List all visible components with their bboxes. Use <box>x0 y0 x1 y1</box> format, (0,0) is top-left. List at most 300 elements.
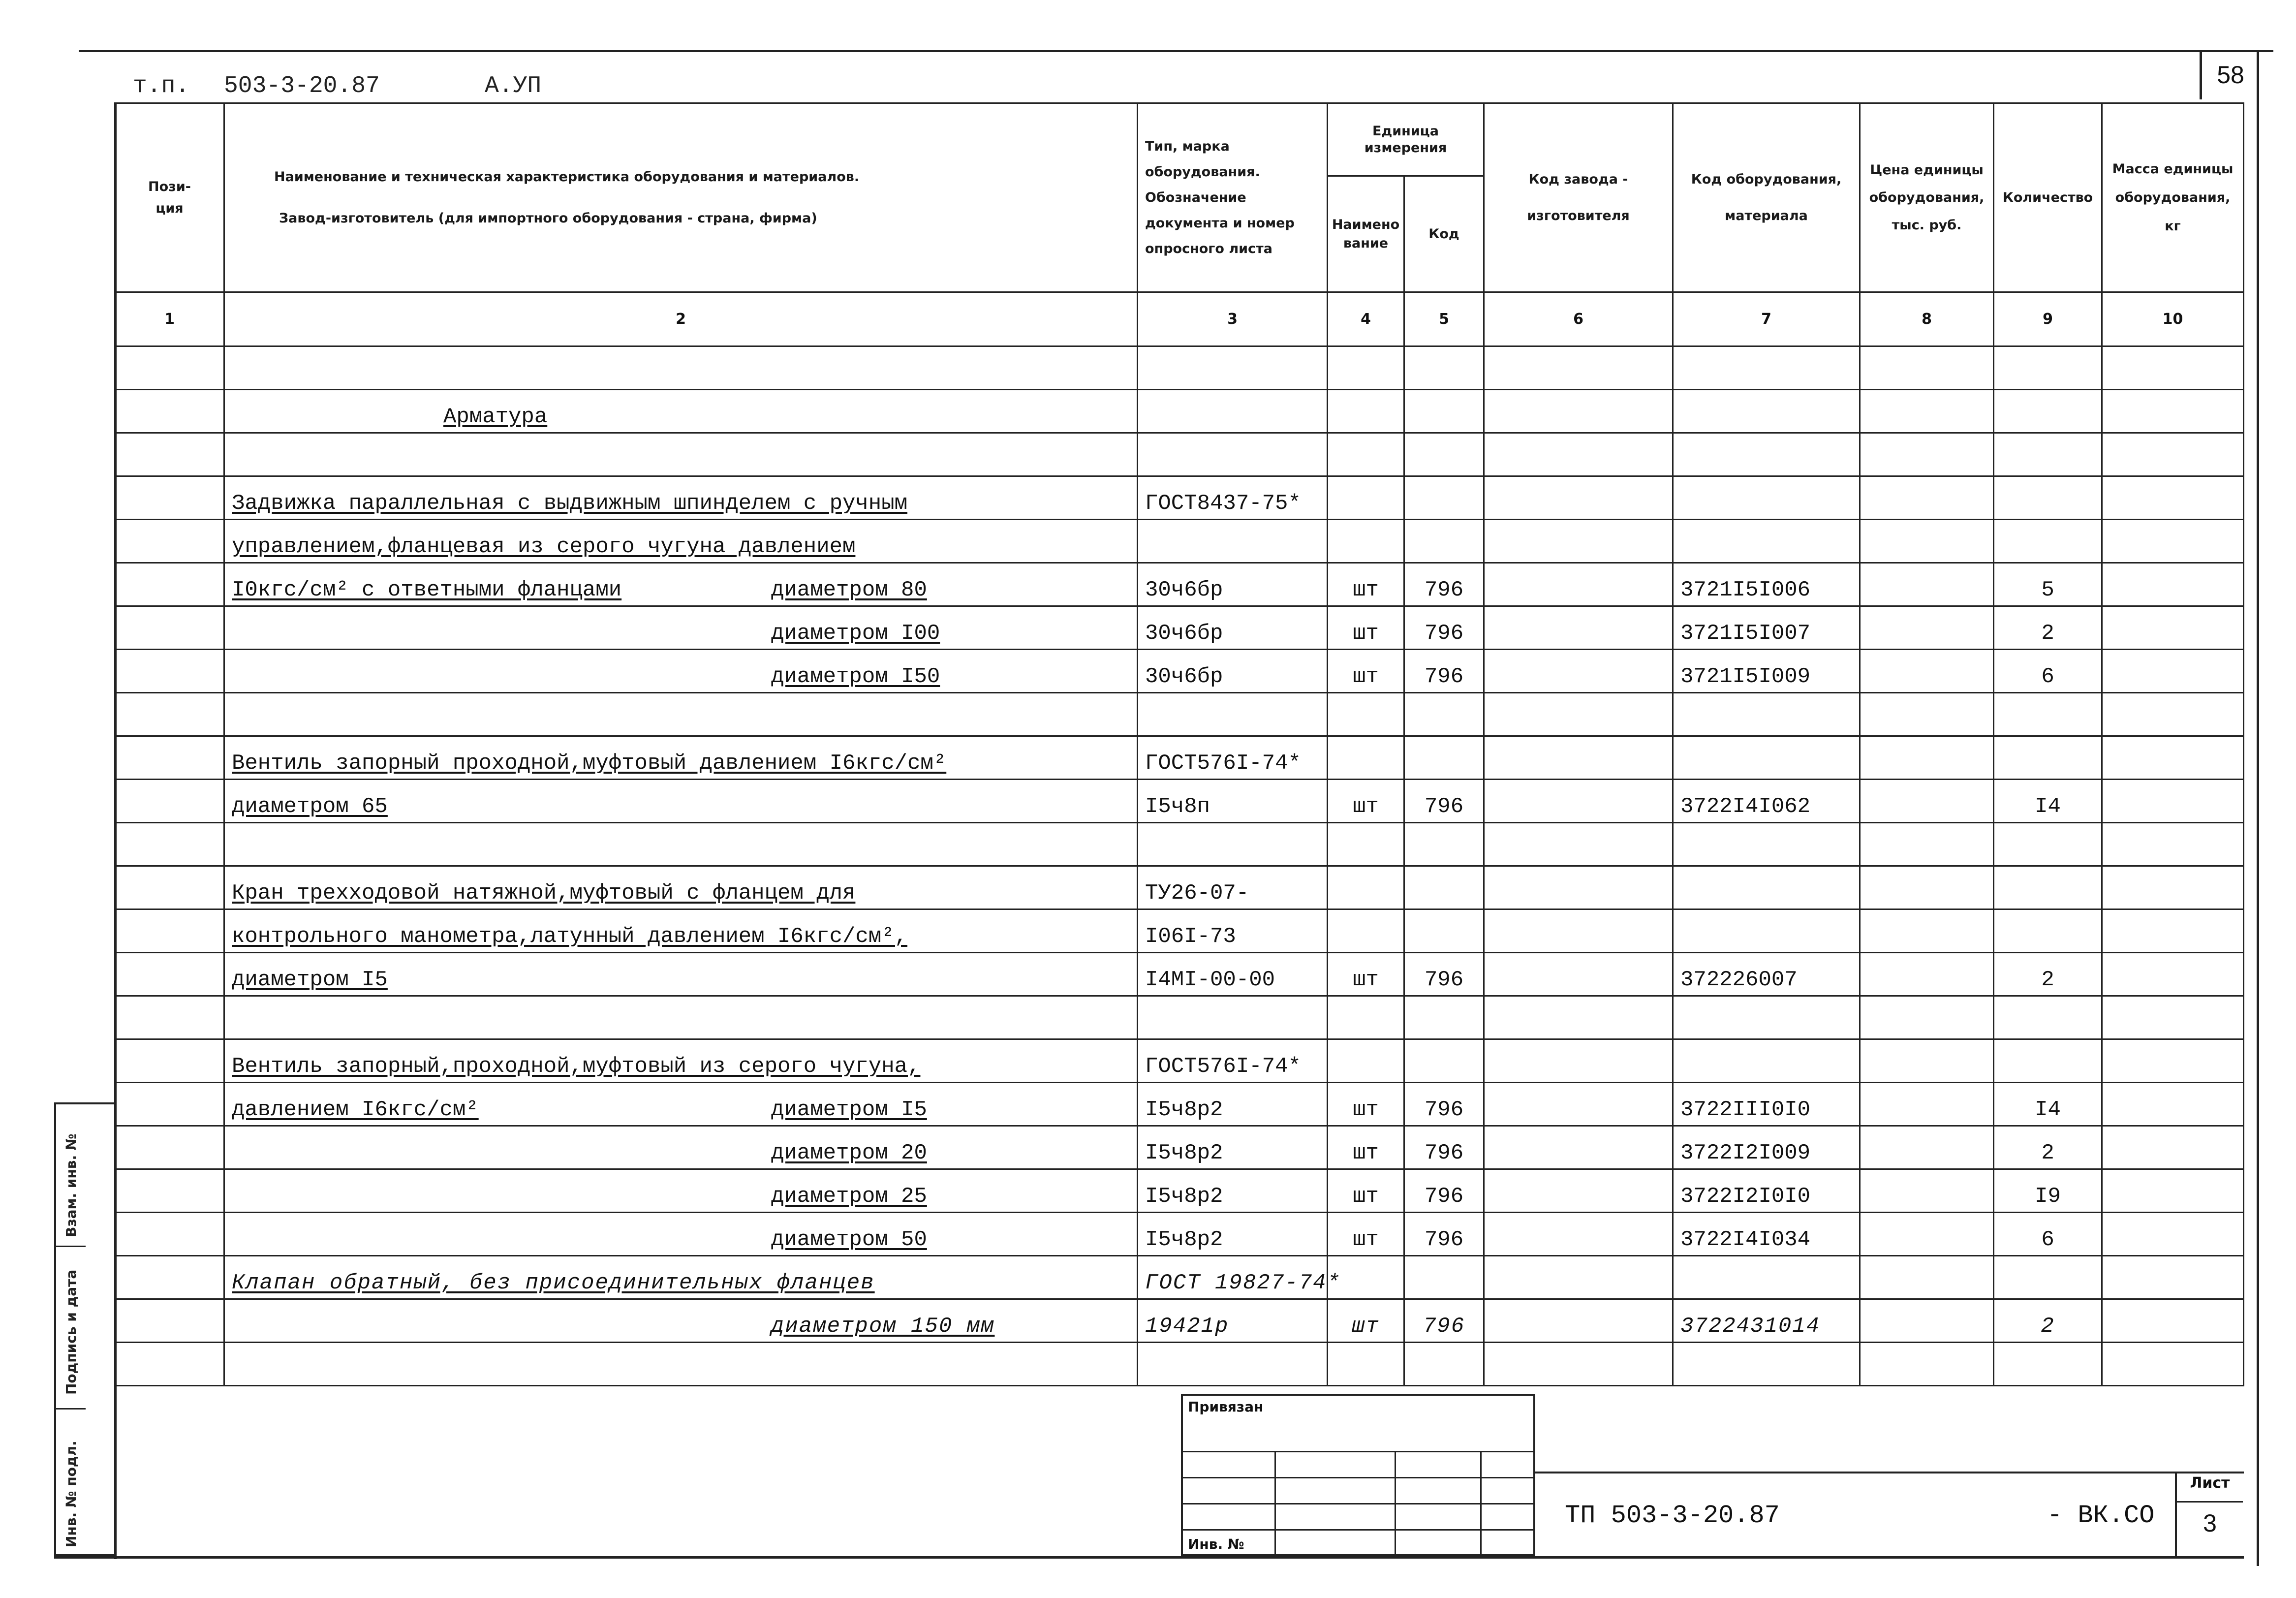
item-name-text: I0кгс/см² с ответными фланцами <box>232 578 622 602</box>
cell-position <box>115 1213 224 1256</box>
cell-mass <box>2102 909 2244 953</box>
cell-price <box>1860 390 1994 433</box>
cell-factory-code <box>1484 866 1673 909</box>
cell-quantity <box>1994 520 2102 563</box>
col-header-factory-code: Код завода - изготовителя <box>1484 103 1673 292</box>
cell-unit-code: 796 <box>1404 1169 1484 1213</box>
cell-mass <box>2102 1213 2244 1256</box>
cell-factory-code <box>1484 563 1673 606</box>
cell-position <box>115 1126 224 1169</box>
cell-unit <box>1328 909 1404 953</box>
cell-equipment-code <box>1673 1256 1860 1299</box>
cell-price <box>1860 1256 1994 1299</box>
cell-price <box>1860 606 1994 650</box>
col-number: 8 <box>1860 292 1994 346</box>
table-row <box>115 1169 2244 1213</box>
cell-factory-code <box>1484 1083 1673 1126</box>
cell-price <box>1860 823 1994 866</box>
cell-unit <box>1328 390 1404 433</box>
item-name-text: давлением I6кгс/см² <box>232 1097 479 1122</box>
cell-equipment-code <box>1673 346 1860 390</box>
cell-quantity: I9 <box>1994 1169 2102 1213</box>
cell-equipment-code: 3721I5I009 <box>1673 650 1860 693</box>
cell-type <box>1138 520 1328 563</box>
cell-quantity <box>1994 693 2102 736</box>
cell-mass <box>2102 1299 2244 1343</box>
col-number: 10 <box>2102 292 2244 346</box>
cell-quantity <box>1994 736 2102 780</box>
cell-type <box>1138 346 1328 390</box>
cell-mass <box>2102 520 2244 563</box>
cell-price <box>1860 1343 1994 1386</box>
binding-stamp <box>1181 1394 1535 1556</box>
cell-equipment-code <box>1673 433 1860 476</box>
header-project-code: 503-3-20.87 <box>224 73 380 99</box>
table-row <box>115 823 2244 866</box>
cell-name <box>224 476 1138 520</box>
cell-quantity: 6 <box>1994 650 2102 693</box>
cell-type <box>1138 1343 1328 1386</box>
sheet-number: 58 <box>2200 50 2259 99</box>
cell-unit <box>1328 520 1404 563</box>
cell-factory-code <box>1484 1343 1673 1386</box>
cell-name <box>224 823 1138 866</box>
cell-position <box>115 1299 224 1343</box>
table-row <box>115 1083 2244 1126</box>
col-header-position: Пози- ция <box>115 103 224 292</box>
cell-quantity <box>1994 390 2102 433</box>
table-row <box>115 606 2244 650</box>
cell-name <box>224 650 1138 693</box>
cell-unit-code: 796 <box>1404 563 1484 606</box>
cell-position <box>115 823 224 866</box>
cell-quantity <box>1994 1343 2102 1386</box>
cell-position <box>115 1256 224 1299</box>
cell-position <box>115 866 224 909</box>
cell-price <box>1860 953 1994 996</box>
cell-factory-code <box>1484 1126 1673 1169</box>
cell-price <box>1860 520 1994 563</box>
table-row <box>115 953 2244 996</box>
cell-name <box>224 693 1138 736</box>
cell-mass <box>2102 953 2244 996</box>
cell-equipment-code: 3721I5I006 <box>1673 563 1860 606</box>
cell-price <box>1860 1083 1994 1126</box>
document-code: ТП 503-3-20.87 <box>1565 1501 1780 1530</box>
cell-factory-code <box>1484 650 1673 693</box>
cell-factory-code <box>1484 780 1673 823</box>
cell-type <box>1138 693 1328 736</box>
cell-mass <box>2102 1343 2244 1386</box>
item-name-text: Задвижка параллельная с выдвижным шпинделем с ручным <box>232 491 908 516</box>
cell-quantity <box>1994 996 2102 1039</box>
cell-unit: шт <box>1328 650 1404 693</box>
cell-unit-code <box>1404 909 1484 953</box>
col-header-unit-code: Код <box>1404 176 1484 292</box>
cell-price <box>1860 1126 1994 1169</box>
cell-position <box>115 563 224 606</box>
cell-mass <box>2102 1126 2244 1169</box>
col-number: 7 <box>1673 292 1860 346</box>
cell-factory-code <box>1484 433 1673 476</box>
cell-quantity <box>1994 346 2102 390</box>
cell-equipment-code <box>1673 736 1860 780</box>
cell-type <box>1138 433 1328 476</box>
cell-name <box>224 736 1138 780</box>
cell-position <box>115 346 224 390</box>
cell-price <box>1860 693 1994 736</box>
col-number: 5 <box>1404 292 1484 346</box>
cell-unit-code <box>1404 390 1484 433</box>
col-header-quantity: Количество <box>1994 103 2102 292</box>
cell-quantity <box>1994 433 2102 476</box>
cell-quantity <box>1994 866 2102 909</box>
cell-equipment-code: 3722I4I034 <box>1673 1213 1860 1256</box>
table-row <box>115 1343 2244 1386</box>
cell-position <box>115 650 224 693</box>
left-side-stamp <box>54 1102 114 1556</box>
cell-type: I5ч8р2 <box>1138 1213 1328 1256</box>
cell-price <box>1860 1039 1994 1083</box>
cell-factory-code <box>1484 1256 1673 1299</box>
specification-table <box>114 102 2244 1386</box>
item-name-text: Вентиль запорный,проходной,муфтовый из серого чугуна, <box>232 1054 921 1079</box>
left-stamp-signature-label: Подпись и дата <box>63 1269 79 1395</box>
cell-factory-code <box>1484 520 1673 563</box>
cell-unit-code <box>1404 346 1484 390</box>
table-row <box>115 996 2244 1039</box>
col-header-name-line2: Завод-изготовитель (для импортного оборудования - страна, фирма) <box>279 210 817 226</box>
cell-mass <box>2102 346 2244 390</box>
cell-unit-code <box>1404 1343 1484 1386</box>
cell-type: 30ч6бр <box>1138 606 1328 650</box>
col-header-equipment-code: Код оборудования, материала <box>1673 103 1860 292</box>
cell-unit-code <box>1404 1039 1484 1083</box>
cell-price <box>1860 1213 1994 1256</box>
table-row <box>115 1213 2244 1256</box>
item-name-text: Кран трехходовой натяжной,муфтовый с фланцем для <box>232 881 856 906</box>
column-numbers-row <box>115 292 2244 346</box>
cell-name <box>224 520 1138 563</box>
cell-factory-code <box>1484 909 1673 953</box>
bottom-frame-line <box>54 1556 2244 1559</box>
cell-unit-code <box>1404 433 1484 476</box>
cell-factory-code <box>1484 996 1673 1039</box>
cell-type: I06I-73 <box>1138 909 1328 953</box>
cell-unit: шт <box>1328 606 1404 650</box>
item-name-text: Вентиль запорный проходной,муфтовый давлением I6кгс/см² <box>232 751 947 776</box>
cell-unit-code: 796 <box>1404 650 1484 693</box>
table-row <box>115 346 2244 390</box>
table-row <box>115 650 2244 693</box>
cell-type: 30ч6бр <box>1138 650 1328 693</box>
cell-quantity: 2 <box>1994 953 2102 996</box>
col-header-name <box>224 103 1138 292</box>
col-number: 3 <box>1138 292 1328 346</box>
cell-quantity: 2 <box>1994 1299 2102 1343</box>
item-diameter-text: диаметром I00 <box>771 621 940 646</box>
table-row <box>115 736 2244 780</box>
cell-name <box>224 996 1138 1039</box>
cell-unit: шт <box>1328 1126 1404 1169</box>
cell-position <box>115 433 224 476</box>
cell-name <box>224 1039 1138 1083</box>
cell-price <box>1860 476 1994 520</box>
item-name-text: управлением,фланцевая из серого чугуна давлением <box>232 534 856 559</box>
right-frame-line <box>2257 50 2259 1566</box>
cell-equipment-code <box>1673 390 1860 433</box>
cell-equipment-code: 372226007 <box>1673 953 1860 996</box>
sheet-box <box>2175 1472 2243 1556</box>
cell-position <box>115 953 224 996</box>
cell-quantity <box>1994 476 2102 520</box>
cell-factory-code <box>1484 1299 1673 1343</box>
item-diameter-text: диаметром 80 <box>771 578 927 602</box>
cell-type: ГОСТ 19827-74* <box>1138 1256 1328 1299</box>
cell-unit-code <box>1404 736 1484 780</box>
item-diameter-text: диаметром I50 <box>771 664 940 689</box>
cell-mass <box>2102 606 2244 650</box>
cell-type: I4MI-00-00 <box>1138 953 1328 996</box>
table-row <box>115 1039 2244 1083</box>
cell-unit-code: 796 <box>1404 1213 1484 1256</box>
cell-mass <box>2102 736 2244 780</box>
cell-factory-code <box>1484 476 1673 520</box>
cell-quantity: I4 <box>1994 1083 2102 1126</box>
item-diameter-text: диаметром I5 <box>771 1097 927 1122</box>
table-row <box>115 1126 2244 1169</box>
cell-name <box>224 346 1138 390</box>
item-name-text: диаметром 65 <box>232 794 388 819</box>
cell-unit <box>1328 1343 1404 1386</box>
left-stamp-original-inv-label: Инв. № подл. <box>63 1441 79 1547</box>
document-suffix: - ВК.СО <box>2047 1501 2155 1530</box>
cell-type: I5ч8р2 <box>1138 1126 1328 1169</box>
stamp-grid-line <box>1480 1451 1482 1554</box>
cell-mass <box>2102 1169 2244 1213</box>
cell-unit-code: 796 <box>1404 606 1484 650</box>
cell-name <box>224 433 1138 476</box>
cell-equipment-code: 3722I2I009 <box>1673 1126 1860 1169</box>
table-row <box>115 1299 2244 1343</box>
cell-name <box>224 563 1138 606</box>
cell-equipment-code <box>1673 520 1860 563</box>
cell-position <box>115 390 224 433</box>
item-diameter-text: диаметром 50 <box>771 1227 927 1252</box>
cell-factory-code <box>1484 953 1673 996</box>
cell-position <box>115 693 224 736</box>
cell-name <box>224 1299 1138 1343</box>
cell-unit-code <box>1404 996 1484 1039</box>
cell-type: 19421р <box>1138 1299 1328 1343</box>
header-album: А.УП <box>485 73 542 99</box>
cell-mass <box>2102 1083 2244 1126</box>
table-row <box>115 520 2244 563</box>
cell-unit <box>1328 693 1404 736</box>
item-diameter-text: диаметром 20 <box>771 1141 927 1165</box>
cell-quantity <box>1994 1256 2102 1299</box>
cell-position <box>115 476 224 520</box>
cell-unit <box>1328 346 1404 390</box>
cell-unit: шт <box>1328 563 1404 606</box>
cell-price <box>1860 909 1994 953</box>
cell-quantity: 5 <box>1994 563 2102 606</box>
table-row <box>115 476 2244 520</box>
cell-mass <box>2102 650 2244 693</box>
cell-quantity <box>1994 909 2102 953</box>
cell-quantity: 2 <box>1994 606 2102 650</box>
cell-price <box>1860 1299 1994 1343</box>
cell-unit-code: 796 <box>1404 1083 1484 1126</box>
cell-unit <box>1328 996 1404 1039</box>
cell-equipment-code <box>1673 823 1860 866</box>
table-row <box>115 1256 2244 1299</box>
table-row <box>115 693 2244 736</box>
cell-price <box>1860 736 1994 780</box>
cell-type: ГОСТ576I-74* <box>1138 1039 1328 1083</box>
cell-name <box>224 909 1138 953</box>
cell-type: ГОСТ8437-75* <box>1138 476 1328 520</box>
cell-equipment-code <box>1673 1343 1860 1386</box>
cell-factory-code <box>1484 390 1673 433</box>
cell-factory-code <box>1484 1169 1673 1213</box>
cell-unit-code <box>1404 823 1484 866</box>
cell-name <box>224 866 1138 909</box>
cell-unit-code: 796 <box>1404 1299 1484 1343</box>
cell-unit-code <box>1404 520 1484 563</box>
cell-equipment-code <box>1673 693 1860 736</box>
cell-price <box>1860 1169 1994 1213</box>
col-header-unit-name: Наименование <box>1328 176 1404 292</box>
cell-mass <box>2102 476 2244 520</box>
cell-factory-code <box>1484 1213 1673 1256</box>
col-header-unit-group: Единица измерения <box>1328 103 1484 176</box>
sheet-box-number: 3 <box>2203 1509 2217 1537</box>
cell-type: I5ч8п <box>1138 780 1328 823</box>
header-tp-label: т.п. <box>133 73 190 99</box>
col-header-name-line1: Наименование и техническая характеристика оборудования и материалов. <box>274 169 860 185</box>
cell-position <box>115 780 224 823</box>
cell-unit: шт <box>1328 1083 1404 1126</box>
cell-factory-code <box>1484 346 1673 390</box>
top-frame-line <box>79 50 2273 52</box>
cell-type: ГОСТ576I-74* <box>1138 736 1328 780</box>
table-row <box>115 780 2244 823</box>
cell-unit <box>1328 823 1404 866</box>
cell-unit <box>1328 736 1404 780</box>
cell-name <box>224 606 1138 650</box>
cell-unit-code <box>1404 476 1484 520</box>
cell-factory-code <box>1484 823 1673 866</box>
cell-name <box>224 1169 1138 1213</box>
cell-unit <box>1328 1039 1404 1083</box>
cell-mass <box>2102 693 2244 736</box>
col-header-mass: Масса единицы оборудования, кг <box>2102 103 2244 292</box>
col-header-type: Тип, марка оборудования. Обозначение документа и номер опросного листа <box>1138 103 1328 292</box>
cell-mass <box>2102 866 2244 909</box>
cell-factory-code <box>1484 736 1673 780</box>
cell-price <box>1860 433 1994 476</box>
title-block-line <box>1535 1472 2244 1473</box>
cell-name <box>224 390 1138 433</box>
cell-mass <box>2102 390 2244 433</box>
stamp-title: Привязан <box>1188 1399 1264 1415</box>
cell-equipment-code <box>1673 866 1860 909</box>
cell-equipment-code: 3722431014 <box>1673 1299 1860 1343</box>
item-name-text: Клапан обратный, без присоединительных фланцев <box>232 1271 875 1295</box>
cell-unit: шт <box>1328 953 1404 996</box>
cell-type: ТУ26-07- <box>1138 866 1328 909</box>
left-stamp-replacement-label: Взам. инв. № <box>63 1133 79 1237</box>
cell-position <box>115 1039 224 1083</box>
cell-type <box>1138 996 1328 1039</box>
cell-equipment-code <box>1673 476 1860 520</box>
cell-unit-code <box>1404 693 1484 736</box>
cell-factory-code <box>1484 693 1673 736</box>
cell-factory-code <box>1484 606 1673 650</box>
cell-mass <box>2102 433 2244 476</box>
cell-name <box>224 1343 1138 1386</box>
cell-name <box>224 780 1138 823</box>
col-header-price: Цена единицы оборудования, тыс. руб. <box>1860 103 1994 292</box>
cell-mass <box>2102 1256 2244 1299</box>
sheet-label: Лист <box>2190 1474 2230 1492</box>
cell-position <box>115 1343 224 1386</box>
cell-name <box>224 1126 1138 1169</box>
cell-quantity: I4 <box>1994 780 2102 823</box>
cell-unit: шт <box>1328 1169 1404 1213</box>
table-row <box>115 390 2244 433</box>
stamp-grid-line <box>1395 1451 1396 1554</box>
cell-mass <box>2102 823 2244 866</box>
table-row <box>115 866 2244 909</box>
cell-unit-code: 796 <box>1404 953 1484 996</box>
cell-position <box>115 606 224 650</box>
stamp-inv-label: Инв. № <box>1188 1536 1244 1552</box>
cell-type: I5ч8р2 <box>1138 1169 1328 1213</box>
item-name-text: Арматура <box>443 405 548 429</box>
item-name-text: диаметром I5 <box>232 968 388 992</box>
cell-unit: шт <box>1328 1213 1404 1256</box>
cell-price <box>1860 563 1994 606</box>
cell-position <box>115 1083 224 1126</box>
cell-equipment-code: 3721I5I007 <box>1673 606 1860 650</box>
cell-price <box>1860 866 1994 909</box>
table-row <box>115 433 2244 476</box>
col-number: 6 <box>1484 292 1673 346</box>
cell-unit: шт <box>1328 1299 1404 1343</box>
cell-name <box>224 1213 1138 1256</box>
col-number: 9 <box>1994 292 2102 346</box>
cell-position <box>115 736 224 780</box>
col-number: 1 <box>115 292 224 346</box>
cell-unit-code <box>1404 866 1484 909</box>
cell-type: I5ч8р2 <box>1138 1083 1328 1126</box>
sheet-box-divider <box>2177 1501 2243 1503</box>
cell-mass <box>2102 1039 2244 1083</box>
cell-equipment-code: 3722I4I062 <box>1673 780 1860 823</box>
cell-unit-code: 796 <box>1404 780 1484 823</box>
cell-name <box>224 953 1138 996</box>
item-diameter-text: диаметром 150 мм <box>771 1314 995 1339</box>
cell-position <box>115 909 224 953</box>
cell-unit: шт <box>1328 780 1404 823</box>
cell-quantity: 2 <box>1994 1126 2102 1169</box>
cell-unit <box>1328 476 1404 520</box>
cell-equipment-code: 3722III0I0 <box>1673 1083 1860 1126</box>
cell-quantity <box>1994 823 2102 866</box>
cell-unit-code <box>1404 1256 1484 1299</box>
